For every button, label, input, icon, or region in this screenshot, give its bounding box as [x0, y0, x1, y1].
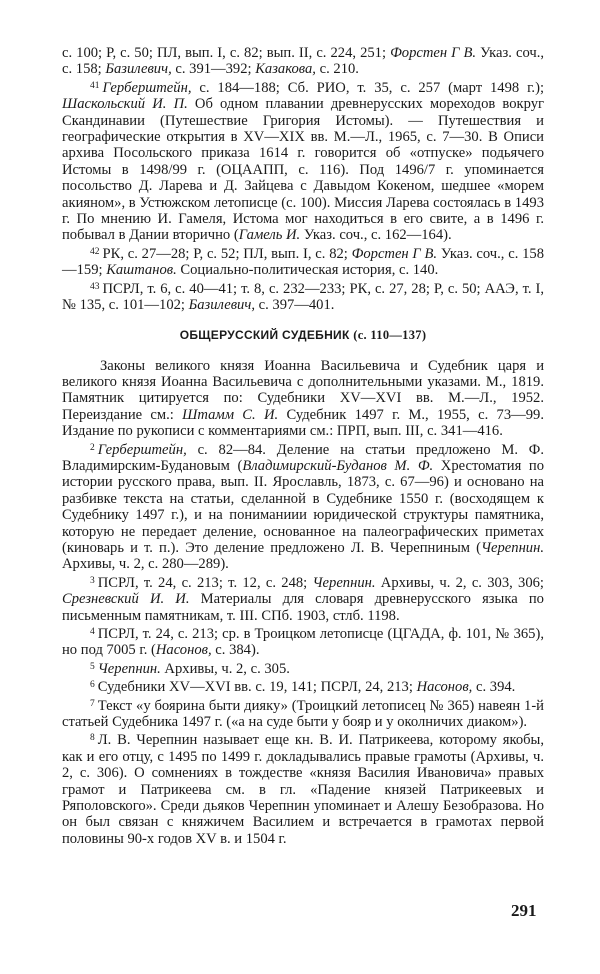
footnote-number: 6	[90, 680, 95, 691]
footnote-40c: с. 100; Р, с. 50; ПЛ, вып. I, с. 82; вып. II, с. 224, 251; Форстен Г В. Указ. соч., с. 158; Базилевич, с. 391—392; Казакова, с. 210.	[62, 45, 545, 78]
previous-section-notes	[62, 45, 544, 314]
footnote-number: 2	[90, 442, 95, 453]
footnote-number: 5	[90, 661, 95, 672]
footnote-41: $^{41}$ Герберштейн, с. 184—188; Сб. РИО, т. 35, с. 257 (март 1498 г.); Шаскольский И. П. Об одном плавании древнерусских мореходов вокруг Скандинавии (Путешествие Григория Истомы). — Путешествия и географические открытия в XV—XIX вв. М.—Л., 1965, с. 7—30. В Описи архива Посольского приказа 1614 г. говорится об «отпуске» подьячего Истомы в 1498/99 г. (ОЦААПП, с. 116). Под 1496/7 г. упоминается посольство Д. Ларева и Д. Зайцева с Давыдом Кокеном, шедшее «морем акияном», в Устюжском летописце (с. 100). Миссия Ларева состоялась в 1493 г. По мнению И. Гамеля, Истома мог находиться в его свите, а в 1496 г. побывал в Дании вторично (Гамель И. Указ. соч., с. 162—164).	[62, 79, 544, 244]
footnote-number: 43	[90, 281, 100, 292]
footnote-number: 4	[90, 627, 95, 637]
section-heading	[62, 328, 544, 343]
footnote-number: 41	[90, 80, 100, 91]
section-page-range: (с. 110—137)	[353, 327, 427, 342]
footnote-43: $^{43}$ ПСРЛ, т. 6, с. 40—41; т. 8, с. 232—233; РК, с. 27, 28; Р, с. 50; ААЭ, т. I, № 135, с. 101—102; Базилевич, с. 397—401.	[62, 280, 544, 314]
page-number: 291	[511, 901, 537, 920]
footnote-3: $^3$ ПСРЛ, т. 24, с. 213; т. 12, с. 248; Черепнин. Архивы, ч. 2, с. 303, 306; Срезневский И. И. Материалы для словаря древнерусского языка по письменным памятникам, т. III. СПб. 1903, стлб. 1198.	[62, 574, 544, 624]
footnote-number: 7	[90, 698, 95, 709]
footnote-42: $^{42}$ РК, с. 27—28; Р, с. 52; ПЛ, вып. I, с. 82; Форстен Г В. Указ. соч., с. 158—159; Каштанов. Социально-политическая история, с. 140.	[62, 245, 544, 279]
intro-note: Законы великого князя Иоанна Васильевича и Судебник царя и великого князя Иоанна Васильевича с дополнительными указами. М., 1819. Памятник цитируется по: Судебники XV—XVI вв. М.—Л., 1952. Переиздание см.: Штамм С. И. Судебник 1497 г. М., 1955, с. 73—99. Издание по рукописи с комментариями см.: ПРП, вып. III, с. 341—416.	[62, 357, 544, 440]
section-notes	[62, 440, 544, 848]
footnote-6: $^6$ Судебники XV—XVI вв. с. 19, 141; ПСРЛ, 24, 213; Насонов, с. 394.	[90, 679, 516, 696]
footnote-number: 3	[90, 575, 95, 586]
footnote-4: $^4$ ПСРЛ, т. 24, с. 213; ср. в Троицком летописце (ЦГАДА, ф. 101, № 365), но под 7005 г. (Насонов, с. 384).	[62, 626, 544, 659]
footnote-number: 8	[90, 733, 95, 744]
footnote-2: $^2$ Герберштейн, с. 82—84. Деление на статьи предложено М. Ф. Владимирским-Будановым (Владимирский-Буданов М. Ф. Хрестоматия по истории русского права, вып. II. Ярославль, 1873, с. 67—96) и основано на разбивке текста на статьи, сделанной в Судебнике 1550 г. (восходящем к Судебнику 1497 г.), и на пониманиии юридической структуры памятника, которую не передает деление, основанное на палеографических приметах (киноварь и т. п.). Это деление предложено Л. В. Черепниным (Черепнин. Архивы, ч. 2, с. 280—289).	[62, 441, 544, 573]
footnote-7: $^7$ Текст «у боярина быти дияку» (Троицкий летописец № 365) навеян 1-й статьей Судебника 1497 г. («а на суде быти у бояр и у околничих диаком»).	[62, 697, 544, 731]
text-column	[62, 45, 544, 847]
section-title: ОБЩЕРУССКИЙ СУДЕБНИК	[179, 327, 350, 342]
footnote-8: $^8$ Л. В. Черепнин называет еще кн. В. И. Патрикеева, которому якобы, как и его отцу, с 1495 по 1499 г. докладывались правые грамоты (Архивы, ч. 2, с. 306). О сомнениях в тождестве «князя Василия Ивановича» правых грамот и Патрикеева см. в гл. «Падение князей Патрикеевых и Ряполовского». Среди дьяков Черепнин упоминает и Алешу Безобразова. Но он был связан с княжичем Василием и встречается в грамотах первой половины 90-х годов XV в. и 1504 г.	[62, 732, 544, 847]
footnote-5: $^5$ Черепнин. Архивы, ч. 2, с. 305.	[90, 660, 290, 677]
footnote-number: 42	[90, 246, 100, 257]
